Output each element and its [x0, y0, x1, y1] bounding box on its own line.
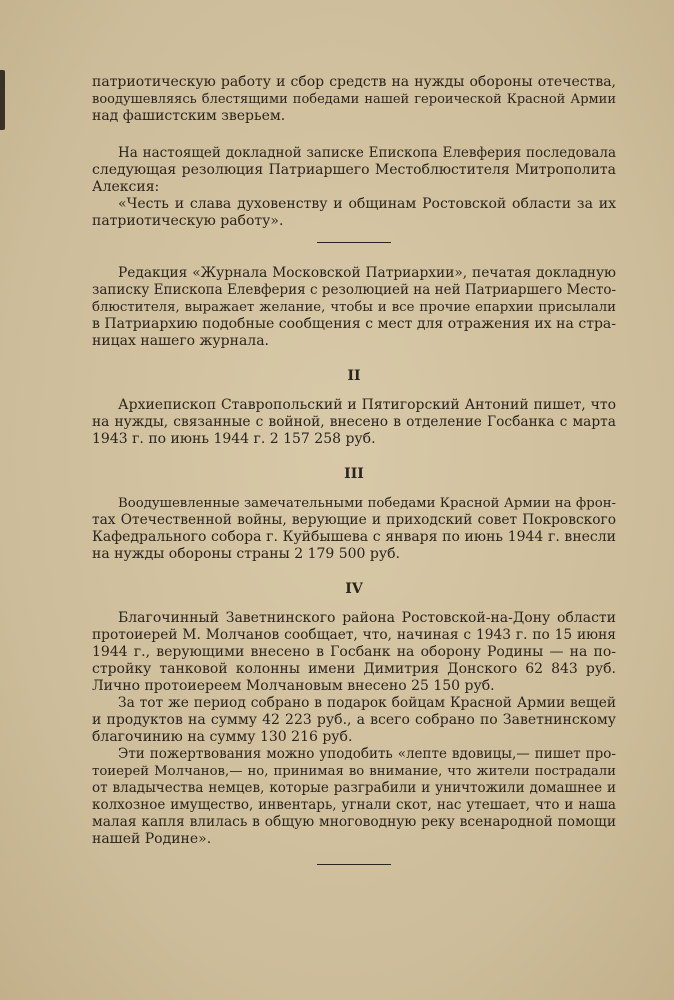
text-line: патриотическую работу». — [92, 213, 284, 229]
paragraph-section-3 — [92, 495, 616, 563]
binding-edge — [0, 70, 5, 130]
paragraph-resolution-intro — [92, 145, 616, 196]
paragraph-section-4-a — [92, 610, 616, 695]
section-number-3: III — [344, 466, 364, 482]
text-line: протоиерей М. Молчанов сообщает, что, начиная с 1943 г. по 15 июня — [92, 627, 616, 643]
text-line: 1943 г. по июнь 1944 г. 2 157 258 руб. — [92, 431, 376, 447]
paragraph-section-4-c — [92, 746, 616, 848]
text-line: Алексия: — [92, 179, 160, 195]
text-line: блюстителя, выражает желание, чтобы и все прочие епархии присылали — [92, 300, 616, 315]
text-line: записку Епископа Елевферия с резолюцией на ней Патриаршего Место- — [92, 282, 617, 298]
text-line: ницах нашего журнала. — [92, 333, 269, 349]
text-line: воодушевляясь блестящими победами нашей героической Красной Армии — [92, 92, 616, 107]
text-line: над фашистским зверьем. — [92, 108, 286, 124]
text-line: Архиепископ Ставропольский и Пятигорский Антоний пишет, что — [118, 397, 616, 413]
paragraph-editorial-note — [92, 265, 616, 350]
separator-rule — [317, 864, 391, 865]
text-line: тах Отечественной войны, верующие и приходский совет Покровского — [92, 512, 616, 528]
paragraph-section-2 — [92, 397, 616, 448]
page-body — [92, 74, 616, 865]
text-line: от владычества немцев, которые разграбили и уничтожили домашнее и — [92, 780, 616, 796]
section-number-4: IV — [345, 581, 363, 597]
text-line: патриотическую работу и сбор средств на нужды обороны отечества, — [92, 74, 616, 90]
text-line: тоиерей Молчанов,— но, принимая во внимание, что жители пострадали — [92, 764, 616, 779]
text-line: Лично протоиереем Молчановым внесено 25 150 руб. — [92, 678, 495, 694]
text-line: Редакция «Журнала Московской Патриархии», печатая докладную — [118, 265, 616, 281]
text-line: Воодушевленные замечательными победами Красной Армии на фрон- — [118, 496, 616, 511]
paragraph-intro-continuation — [92, 74, 616, 125]
text-line: в Патриархию подобные сообщения с мест для отражения их на стра- — [92, 316, 616, 332]
paragraph-section-4-b — [92, 695, 616, 746]
text-line: на нужды обороны страны 2 179 500 руб. — [92, 546, 400, 562]
text-line: на нужды, связанные с войной, внесено в отделение Госбанка с марта — [92, 414, 616, 430]
section-number-2: II — [347, 368, 361, 384]
text-line: На настоящей докладной записке Епископа Елевферия последовала — [118, 145, 616, 161]
text-line: стройку танковой колонны имени Димитрия Донского 62 843 руб. — [92, 661, 616, 677]
text-line: колхозное имущество, инвентарь, угнали скот, нас утешает, что и наша — [92, 797, 616, 813]
text-line: благочинию на сумму 130 216 руб. — [92, 729, 353, 745]
text-line: За тот же период собрано в подарок бойцам Красной Армии вещей — [118, 695, 616, 711]
text-line: Благочинный Заветнинского района Ростовской-на-Дону области — [118, 610, 616, 626]
text-line: Кафедрального собора г. Куйбышева с января по июнь 1944 г. внесли — [92, 529, 616, 545]
text-line: Эти пожертвования можно уподобить «лепте вдовицы,— пишет про- — [118, 746, 616, 762]
text-line: «Честь и слава духовенству и общинам Ростовской области за их — [118, 196, 616, 212]
text-line: следующая резолюция Патриаршего Местоблюстителя Митрополита — [92, 162, 616, 178]
text-line: нашей Родине». — [92, 831, 212, 847]
text-line: и продуктов на сумму 42 223 руб., а всего собрано по Заветнинскому — [92, 712, 616, 728]
paragraph-resolution-quote — [92, 196, 616, 230]
text-line: 1944 г., верующими внесено в Госбанк на оборону Родины — на по- — [92, 644, 616, 660]
text-line: малая капля влилась в общую многоводную реку всенародной помощи — [92, 814, 616, 830]
